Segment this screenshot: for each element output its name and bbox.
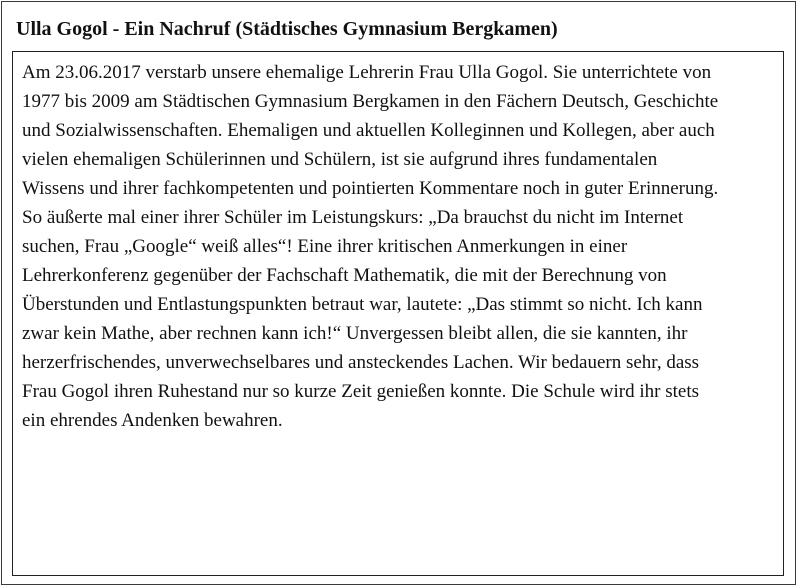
text-line: So äußerte mal einer ihrer Schüler im Leistungskurs: „Da brauchst du nicht im Internet <box>22 207 684 228</box>
obituary-text <box>22 58 782 435</box>
text-line: Lehrerkonferenz gegenüber der Fachschaft Mathematik, die mit der Berechnung von <box>22 265 667 286</box>
text-line: Wissens und ihrer fachkompetenten und pointierten Kommentare noch in guter Erinnerung. <box>22 178 719 199</box>
page-title: Ulla Gogol - Ein Nachruf (Städtisches Gymnasium Bergkamen) <box>16 18 558 40</box>
text-line: suchen, Frau „Google“ weiß alles“! Eine ihrer kritischen Anmerkungen in einer <box>22 236 628 257</box>
text-line: ein ehrendes Andenken bewahren. <box>22 410 283 431</box>
text-line: 1977 bis 2009 am Städtischen Gymnasium Bergkamen in den Fächern Deutsch, Geschichte <box>22 91 719 112</box>
text-line: herzerfrischendes, unverwechselbares und ansteckendes Lachen. Wir bedauern sehr, dass <box>22 352 700 373</box>
text-line: vielen ehemaligen Schülerinnen und Schülern, ist sie aufgrund ihres fundamentalen <box>22 149 658 170</box>
text-line: Frau Gogol ihren Ruhestand nur so kurze Zeit genießen konnte. Die Schule wird ihr stets <box>22 381 699 402</box>
text-line: Überstunden und Entlastungspunkten betraut war, lautete: „Das stimmt so nicht. Ich kann <box>22 294 703 315</box>
text-line: Am 23.06.2017 verstarb unsere ehemalige Lehrerin Frau Ulla Gogol. Sie unterrichtete von <box>22 62 712 83</box>
text-line: zwar kein Mathe, aber rechnen kann ich!“ Unvergessen bleibt allen, die sie kannten, ihr <box>22 323 688 344</box>
text-line: und Sozialwissenschaften. Ehemaligen und aktuellen Kolleginnen und Kollegen, aber auch <box>22 120 715 141</box>
